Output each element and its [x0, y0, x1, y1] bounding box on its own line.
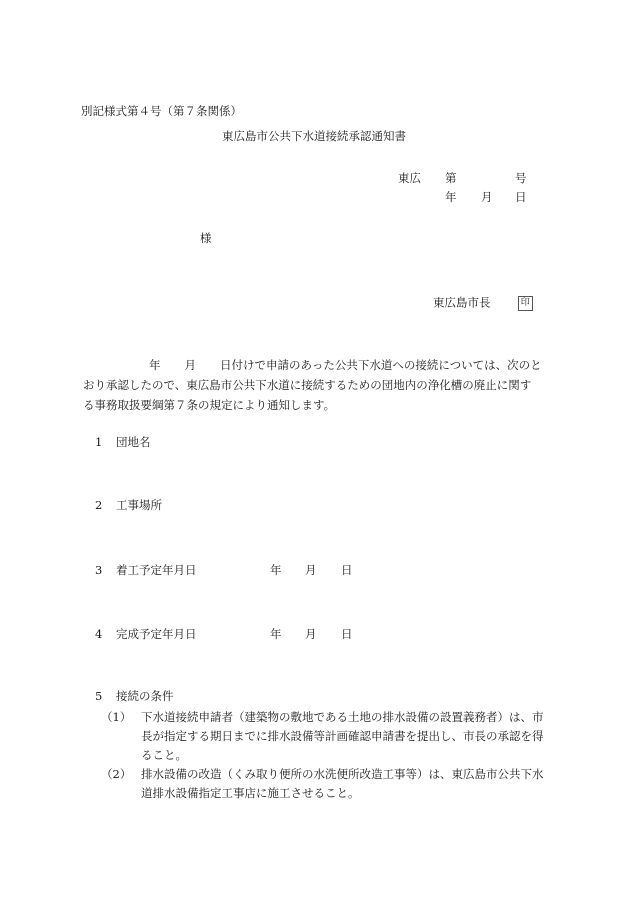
body-line-1 — [83, 355, 548, 375]
condition-text: 排水設備の改造（くみ取り便所の水洗便所改造工事等）は、東広島市公共下水道排水設備指定工事店に施工させること。 — [141, 767, 544, 800]
item-label: 完成予定年月日 — [116, 627, 197, 641]
item-number: 5 — [95, 689, 103, 703]
form-number: 別記様式第４号（第７条関係） — [81, 104, 242, 118]
reference-year: 年 — [445, 190, 457, 204]
item-label: 着工予定年月日 — [116, 563, 197, 577]
item-number: 1 — [95, 435, 103, 449]
body-paragraph — [83, 355, 548, 415]
item-label: 接続の条件 — [116, 689, 174, 703]
item-number: 3 — [95, 563, 103, 577]
reference-dai: 第 — [445, 171, 457, 185]
item-month: 月 — [305, 627, 317, 641]
item-label: 工事場所 — [116, 498, 162, 512]
reference-go: 号 — [515, 171, 527, 185]
item-label: 団地名 — [116, 435, 151, 449]
condition-number: （2） — [101, 767, 132, 781]
reference-month: 月 — [481, 190, 493, 204]
condition-item — [101, 765, 553, 803]
addressee-sama: 様 — [200, 231, 212, 245]
item-number: 4 — [95, 627, 103, 641]
sender-name: 東広島市長 — [433, 295, 491, 310]
item-day: 日 — [341, 627, 353, 641]
item-day: 日 — [341, 563, 353, 577]
reference-prefix: 東広 — [398, 171, 421, 185]
body-date-month: 月 — [184, 358, 196, 372]
condition-number: （1） — [101, 710, 132, 724]
body-date-year: 年 — [149, 358, 161, 372]
condition-item — [101, 708, 553, 765]
body-line-2: おり承認したので、東広島市公共下水道に接続するための団地内の浄化槽の廃止に関す — [83, 378, 532, 392]
reference-day: 日 — [515, 190, 527, 204]
body-line-1-text: 日付けで申請のあった公共下水道への接続については、次のと — [220, 358, 542, 372]
sender — [433, 296, 533, 311]
item-year: 年 — [270, 627, 282, 641]
document-title: 東広島市公共下水道接続承認通知書 — [222, 129, 406, 143]
item-number: 2 — [95, 498, 103, 512]
condition-text: 下水道接続申請者（建築物の敷地である土地の排水設備の設置義務者）は、市長が指定する期日までに排水設備等計画確認申請書を提出し、市長の承認を得ること。 — [141, 710, 544, 762]
conditions-list — [101, 708, 553, 803]
item-year: 年 — [270, 563, 282, 577]
seal-mark: 印 — [518, 296, 533, 311]
body-line-3: る事務取扱要綱第７条の規定により通知します。 — [83, 398, 336, 412]
item-month: 月 — [305, 563, 317, 577]
